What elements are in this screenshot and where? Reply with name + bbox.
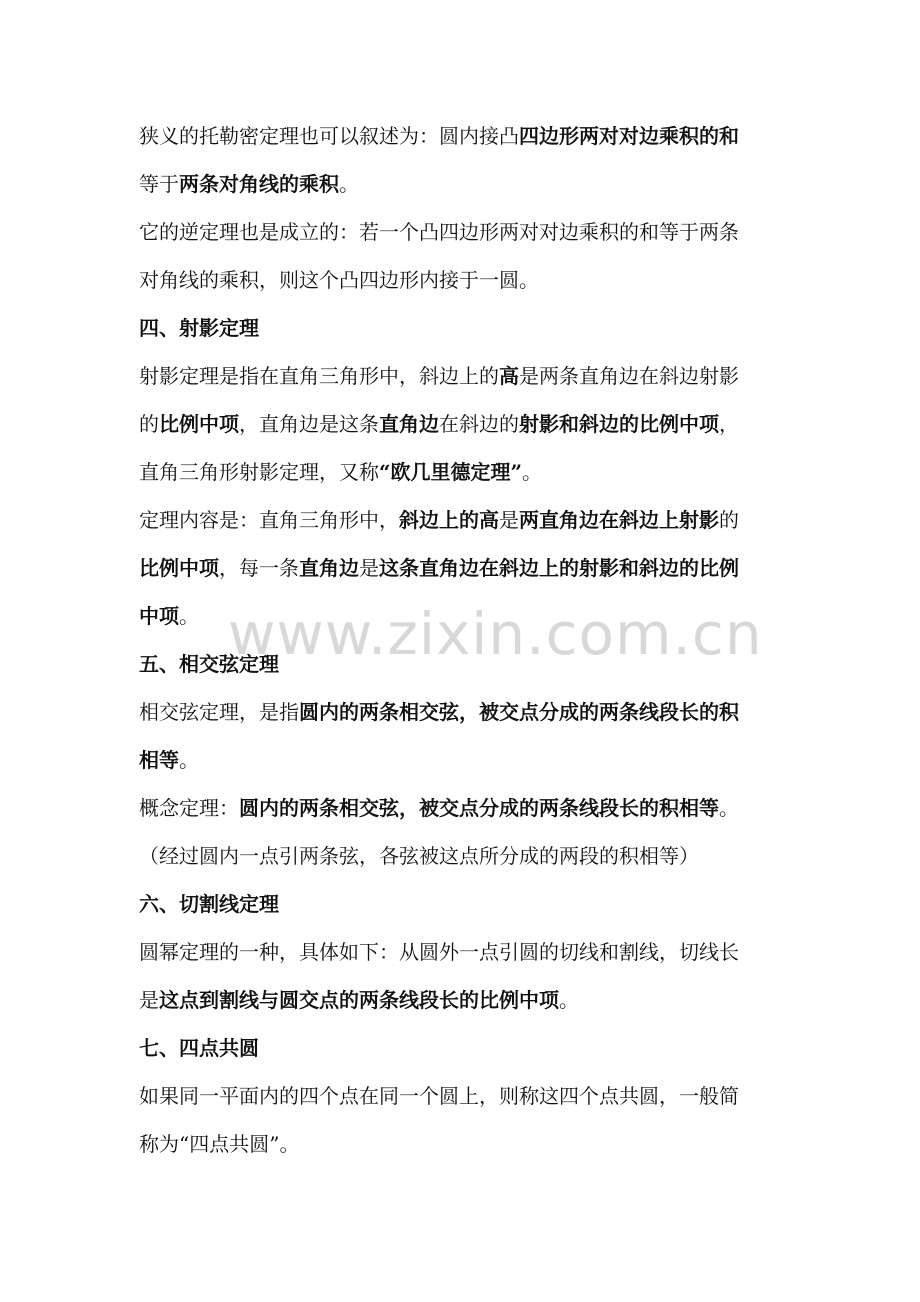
section-heading [139,1024,789,1072]
text-line [139,352,789,400]
text-run: 如果同一平面内的四个点在同一个圆上，则称这四个点共圆，一般简 [139,1084,739,1108]
text-run: 是 [499,508,519,532]
text-run: 。 [559,988,579,1012]
heading-text: 七、四点共圆 [139,1036,259,1060]
bold-text: 四边形两对对边乘积的和 [519,124,739,148]
bold-text: “欧几里德定理” [379,460,523,484]
text-line [139,928,789,976]
text-run: 。 [339,172,359,196]
bold-text: 两条对角线的乘积 [179,172,339,196]
text-line [139,400,789,448]
bold-text: 圆内的两条相交弦，被交点分成的两条线段长的积相等 [239,796,719,820]
text-run: （经过圆内一点引两条弦，各弦被这点所分成的两段的积相等） [139,844,699,868]
text-line [139,208,789,256]
bold-text: 斜边上的高 [399,508,499,532]
text-line [139,1072,789,1120]
text-line [139,1120,789,1168]
bold-text: 比例中项 [139,556,219,580]
text-line [139,688,789,736]
heading-text: 五、相交弦定理 [139,652,279,676]
text-run: 圆幂定理的一种，具体如下：从圆外一点引圆的切线和割线，切线长 [139,940,739,964]
text-run: 在斜边的 [439,412,519,436]
text-line [139,160,789,208]
heading-text: 四、射影定理 [139,316,259,340]
bold-text: 这点到割线与圆交点的两条线段长的比例中项 [159,988,559,1012]
text-run: 等于 [139,172,179,196]
text-run: 。 [179,748,199,772]
bold-text: 相等 [139,748,179,772]
bold-text: 两直角边在斜边上射影 [519,508,719,532]
bold-text: 比例中项 [159,412,239,436]
text-run: 它的逆定理也是成立的：若一个凸四边形两对对边乘积的和等于两条 [139,220,739,244]
text-run: 的 [719,508,739,532]
text-run: 。 [719,796,739,820]
bold-text: 中项 [139,604,179,628]
text-run: 是两条直角边在斜边射影 [519,364,739,388]
text-line [139,112,789,160]
text-run: ，每一条 [219,556,299,580]
text-run: 射影定理是指在直角三角形中，斜边上的 [139,364,499,388]
text-run: ，直角边是这条 [239,412,379,436]
text-line [139,544,789,592]
text-line [139,256,789,304]
bold-text: 圆内的两条相交弦，被交点分成的两条线段长的积 [299,700,739,724]
text-run: 概念定理： [139,796,239,820]
text-run: 是 [359,556,379,580]
text-run: 是 [139,988,159,1012]
watermark: www.zixin.com.cn [228,600,763,668]
text-run: 狭义的托勒密定理也可以叙述为：圆内接凸 [139,124,519,148]
section-heading [139,304,789,352]
text-run: 。 [179,604,199,628]
bold-text: 高 [499,364,519,388]
heading-text: 六、切割线定理 [139,892,279,916]
text-run: 。 [522,460,543,484]
text-run: 直角三角形射影定理，又称 [139,460,379,484]
text-line [139,784,789,832]
text-run: 称为“四点共圆”。 [139,1132,300,1156]
bold-text: 这条直角边在斜边上的射影和斜边的比例 [379,556,739,580]
text-run: 的 [139,412,159,436]
section-heading [139,880,789,928]
bold-text: 直角边 [379,412,439,436]
text-line [139,448,789,496]
bold-text: 射影和斜边的比例中项 [519,412,719,436]
text-run: 定理内容是：直角三角形中， [139,508,399,532]
text-run: 相交弦定理，是指 [139,700,299,724]
text-line [139,496,789,544]
text-line [139,832,789,880]
bold-text: 直角边 [299,556,359,580]
text-line [139,736,789,784]
text-line [139,976,789,1024]
text-run: 对角线的乘积，则这个凸四边形内接于一圆。 [139,268,539,292]
text-run: ， [719,412,739,436]
